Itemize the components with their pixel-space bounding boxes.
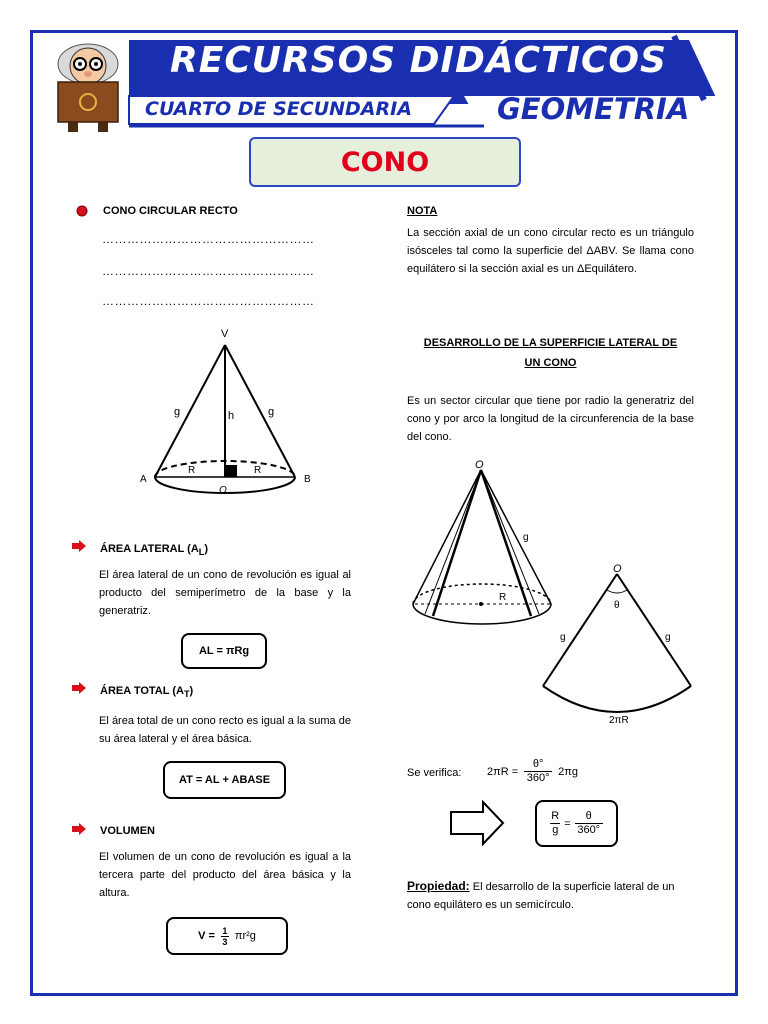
header-grade: CUARTO DE SECUNDARIA	[145, 98, 412, 120]
nota-text: La sección axial de un cono circular recto es un triángulo isósceles tal como la superficie del ΔABV. Se llama cono equilátero si la sección axial es un ΔEquilátero.	[407, 227, 694, 275]
header-title: RECURSOS DIDÁCTICOS	[170, 40, 667, 81]
page-title: CONO	[340, 146, 430, 178]
heading-volumen: VOLUMEN	[100, 825, 155, 837]
dots-line-2: ……………………………………………	[102, 264, 315, 278]
sector-diagram	[535, 560, 705, 725]
formula-volumen: V = 1 3 πr²g	[166, 917, 288, 955]
desarrollo-title-2: UN CONO	[524, 357, 577, 369]
label-b: B	[304, 474, 311, 485]
label-h: h	[228, 410, 235, 422]
nota-title: NOTA	[407, 205, 438, 217]
result-formula: R g = θ 360°	[535, 800, 618, 847]
label-o: O	[475, 459, 484, 471]
text-volumen: El volumen de un cono de revolución es igual a la tercera parte del producto del área básica y la altura.	[99, 851, 351, 899]
label-g-right: g	[665, 632, 671, 643]
page-title-box	[249, 137, 521, 187]
heading-area-total: ÁREA TOTAL $(A_T)$	[100, 685, 194, 700]
dots-line-3: ……………………………………………	[102, 294, 315, 308]
label-o: O	[219, 485, 227, 496]
arrow-right-icon	[72, 540, 86, 552]
arrow-right-outline-icon	[449, 800, 505, 846]
cone-diagram	[130, 325, 330, 500]
label-o: O	[613, 563, 622, 575]
formula-area-total: AT = AL + ABASE	[163, 761, 286, 799]
label-g-left: g	[174, 406, 181, 418]
desarrollo-text: Es un sector circular que tiene por radio la generatriz del cono y por arco la longitud de la circunferencia de la base del cono.	[407, 395, 694, 443]
text-area-total: El área total de un cono recto es igual a la suma de su área lateral y el área básica.	[99, 715, 351, 745]
heading-area-lateral: ÁREA LATERAL $(A_L)$	[100, 543, 209, 558]
label-a: A	[140, 474, 147, 485]
verifica-equation: 2πR = θ° 360° 2πg	[487, 758, 578, 784]
arrow-right-icon	[72, 682, 86, 694]
label-g-right: g	[268, 406, 275, 418]
label-g-left: g	[560, 632, 566, 643]
formula-area-lateral: AL = πRg	[181, 633, 267, 669]
verifica-label: Se verifica:	[407, 767, 462, 779]
label-r: R	[499, 592, 507, 603]
professor-mascot-icon	[38, 36, 138, 134]
text-area-lateral: El área lateral de un cono de revolución es igual al producto del semiperímetro de la base y la generatriz.	[99, 569, 351, 617]
label-v: V	[221, 328, 229, 340]
desarrollo-title-1: DESARROLLO DE LA SUPERFICIE LATERAL DE	[423, 337, 678, 349]
label-r-left: R	[188, 465, 196, 476]
label-g: g	[523, 532, 529, 543]
propiedad-text: Propiedad: El desarrollo de la superficie lateral de un cono equilátero es un semicírculo.	[407, 879, 675, 911]
arrow-right-icon	[72, 823, 86, 835]
bullet-red-icon	[76, 205, 88, 217]
label-r-right: R	[254, 465, 262, 476]
section-cono-circular-recto: CONO CIRCULAR RECTO	[103, 205, 238, 217]
header-subject: GEOMETRÍA	[497, 92, 690, 126]
label-theta: θ	[614, 600, 620, 611]
label-arc: 2πR	[609, 715, 629, 725]
dots-line-1: ……………………………………………	[102, 232, 315, 246]
